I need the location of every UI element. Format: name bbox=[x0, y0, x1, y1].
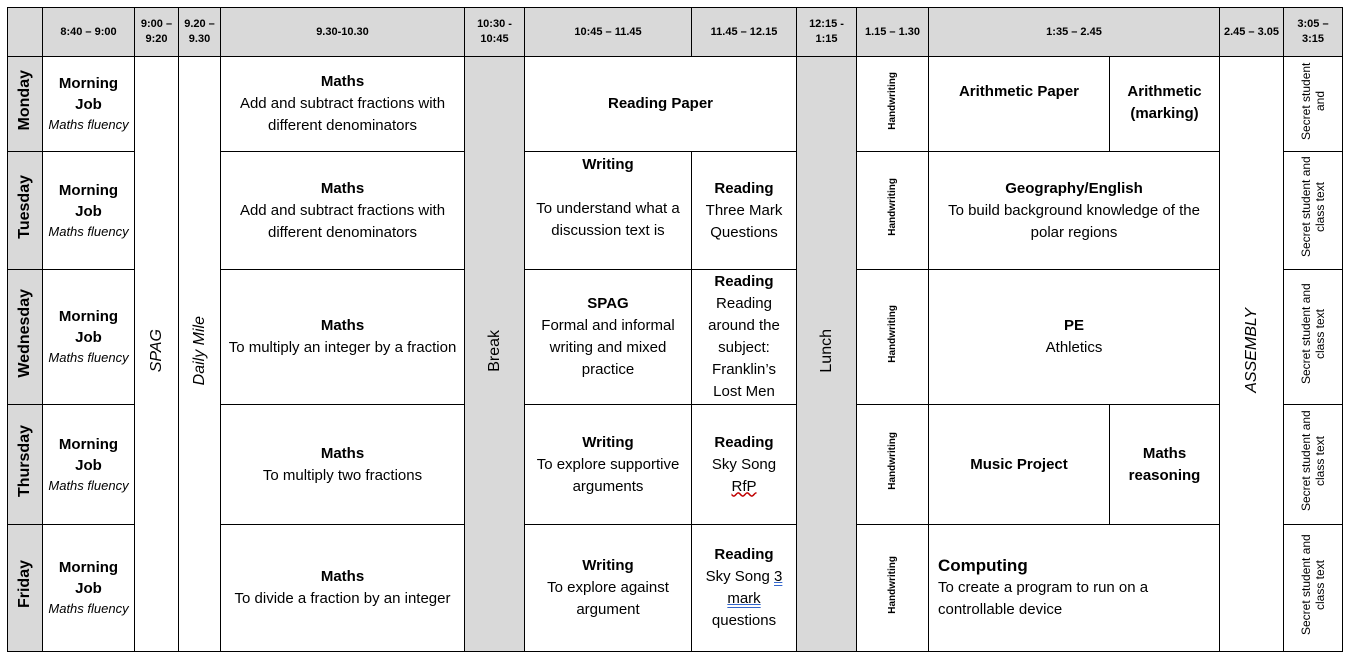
maths-cell-tuesday: Maths Add and subtract fractions with different denominators bbox=[221, 152, 465, 270]
maths-cell-monday bbox=[221, 57, 465, 152]
header-time-9: 1.15 – 1.30 bbox=[857, 8, 929, 57]
morning-job-cell: Morning Job Maths fluency bbox=[43, 405, 135, 525]
music-project-cell: Music Project bbox=[929, 405, 1110, 525]
morning-job-subtitle: Maths fluency bbox=[48, 117, 129, 132]
day-label-tuesday: Tuesday bbox=[8, 152, 43, 270]
break-column: Break bbox=[465, 57, 525, 652]
daily-mile-column: Daily Mile bbox=[179, 57, 221, 652]
header-time-4: 9.30-10.30 bbox=[221, 8, 465, 57]
maths-objective: Add and subtract fractions with different denominators bbox=[239, 95, 446, 134]
geography-english-cell: Geography/English To build background knowledge of the polar regions bbox=[929, 152, 1220, 270]
header-time-2: 9:00 – 9:20 bbox=[135, 8, 179, 57]
handwriting-cell-tuesday: Handwriting bbox=[857, 152, 929, 270]
header-time-1: 8:40 – 9:00 bbox=[43, 8, 135, 57]
morning-job-cell: Morning Job Maths fluency bbox=[43, 270, 135, 405]
corner-cell bbox=[8, 8, 43, 57]
maths-cell-wednesday: Maths To multiply an integer by a fraction bbox=[221, 270, 465, 405]
day-label-monday: Monday bbox=[8, 57, 43, 152]
morning-job-cell: Morning Job Maths fluency bbox=[43, 525, 135, 652]
spag-column: SPAG bbox=[135, 57, 179, 652]
secret-text-friday: Secret student and class text bbox=[1284, 525, 1343, 652]
morning-job-title: Morning Job bbox=[58, 75, 119, 113]
maths-title: Maths bbox=[320, 73, 365, 90]
day-label-friday: Friday bbox=[8, 525, 43, 652]
maths-cell-friday: Maths To divide a fraction by an integer bbox=[221, 525, 465, 652]
secret-text-monday: Secret student and bbox=[1284, 57, 1343, 152]
handwriting-cell-friday: Handwriting bbox=[857, 525, 929, 652]
pe-cell: PE Athletics bbox=[929, 270, 1220, 405]
timetable bbox=[7, 7, 1343, 652]
morning-job-cell: Morning Job Maths fluency bbox=[43, 152, 135, 270]
reading-cell-tuesday: Reading Three Mark Questions bbox=[692, 152, 797, 270]
reading-cell-friday: Reading Sky Song 3 mark questions bbox=[692, 525, 797, 652]
header-time-3: 9.20 – 9.30 bbox=[179, 8, 221, 57]
day-label-thursday: Thursday bbox=[8, 405, 43, 525]
day-label-wednesday: Wednesday bbox=[8, 270, 43, 405]
handwriting-cell-monday: Handwriting bbox=[857, 57, 929, 152]
monday-row bbox=[8, 57, 1343, 152]
writing-cell-tuesday: Writing To understand what a discussion text is bbox=[525, 152, 692, 270]
computing-cell: Computing To create a program to run on a controllable device bbox=[929, 525, 1220, 652]
header-time-6: 10:45 – 11.45 bbox=[525, 8, 692, 57]
header-time-12: 3:05 – 3:15 bbox=[1284, 8, 1343, 57]
handwriting-cell-thursday: Handwriting bbox=[857, 405, 929, 525]
reading-cell-thursday: Reading Sky Song RfP bbox=[692, 405, 797, 525]
header-time-10: 1:35 – 2.45 bbox=[929, 8, 1220, 57]
header-time-5: 10:30 - 10:45 bbox=[465, 8, 525, 57]
secret-text-thursday: Secret student and class text bbox=[1284, 405, 1343, 525]
arithmetic-marking-cell: Arithmetic (marking) bbox=[1110, 57, 1220, 152]
lunch-column: Lunch bbox=[797, 57, 857, 652]
reading-paper-cell: Reading Paper bbox=[525, 57, 797, 152]
header-time-8: 12:15 - 1:15 bbox=[797, 8, 857, 57]
header-row bbox=[8, 8, 1343, 57]
writing-cell-thursday: Writing To explore supportive arguments bbox=[525, 405, 692, 525]
writing-cell-friday: Writing To explore against argument bbox=[525, 525, 692, 652]
arithmetic-paper-cell: Arithmetic Paper bbox=[929, 57, 1110, 152]
spag-cell-wednesday: SPAG Formal and informal writing and mixed practice bbox=[525, 270, 692, 405]
reading-cell-wednesday: Reading Reading around the subject: Franklin’s Lost Men bbox=[692, 270, 797, 405]
maths-cell-thursday: Maths To multiply two fractions bbox=[221, 405, 465, 525]
secret-text-tuesday: Secret student and class text bbox=[1284, 152, 1343, 270]
header-time-11: 2.45 – 3.05 bbox=[1220, 8, 1284, 57]
assembly-column: ASSEMBLY bbox=[1220, 57, 1284, 652]
morning-job-cell bbox=[43, 57, 135, 152]
secret-text-wednesday: Secret student and class text bbox=[1284, 270, 1343, 405]
header-time-7: 11.45 – 12.15 bbox=[692, 8, 797, 57]
handwriting-cell-wednesday: Handwriting bbox=[857, 270, 929, 405]
maths-reasoning-cell: Maths reasoning bbox=[1110, 405, 1220, 525]
